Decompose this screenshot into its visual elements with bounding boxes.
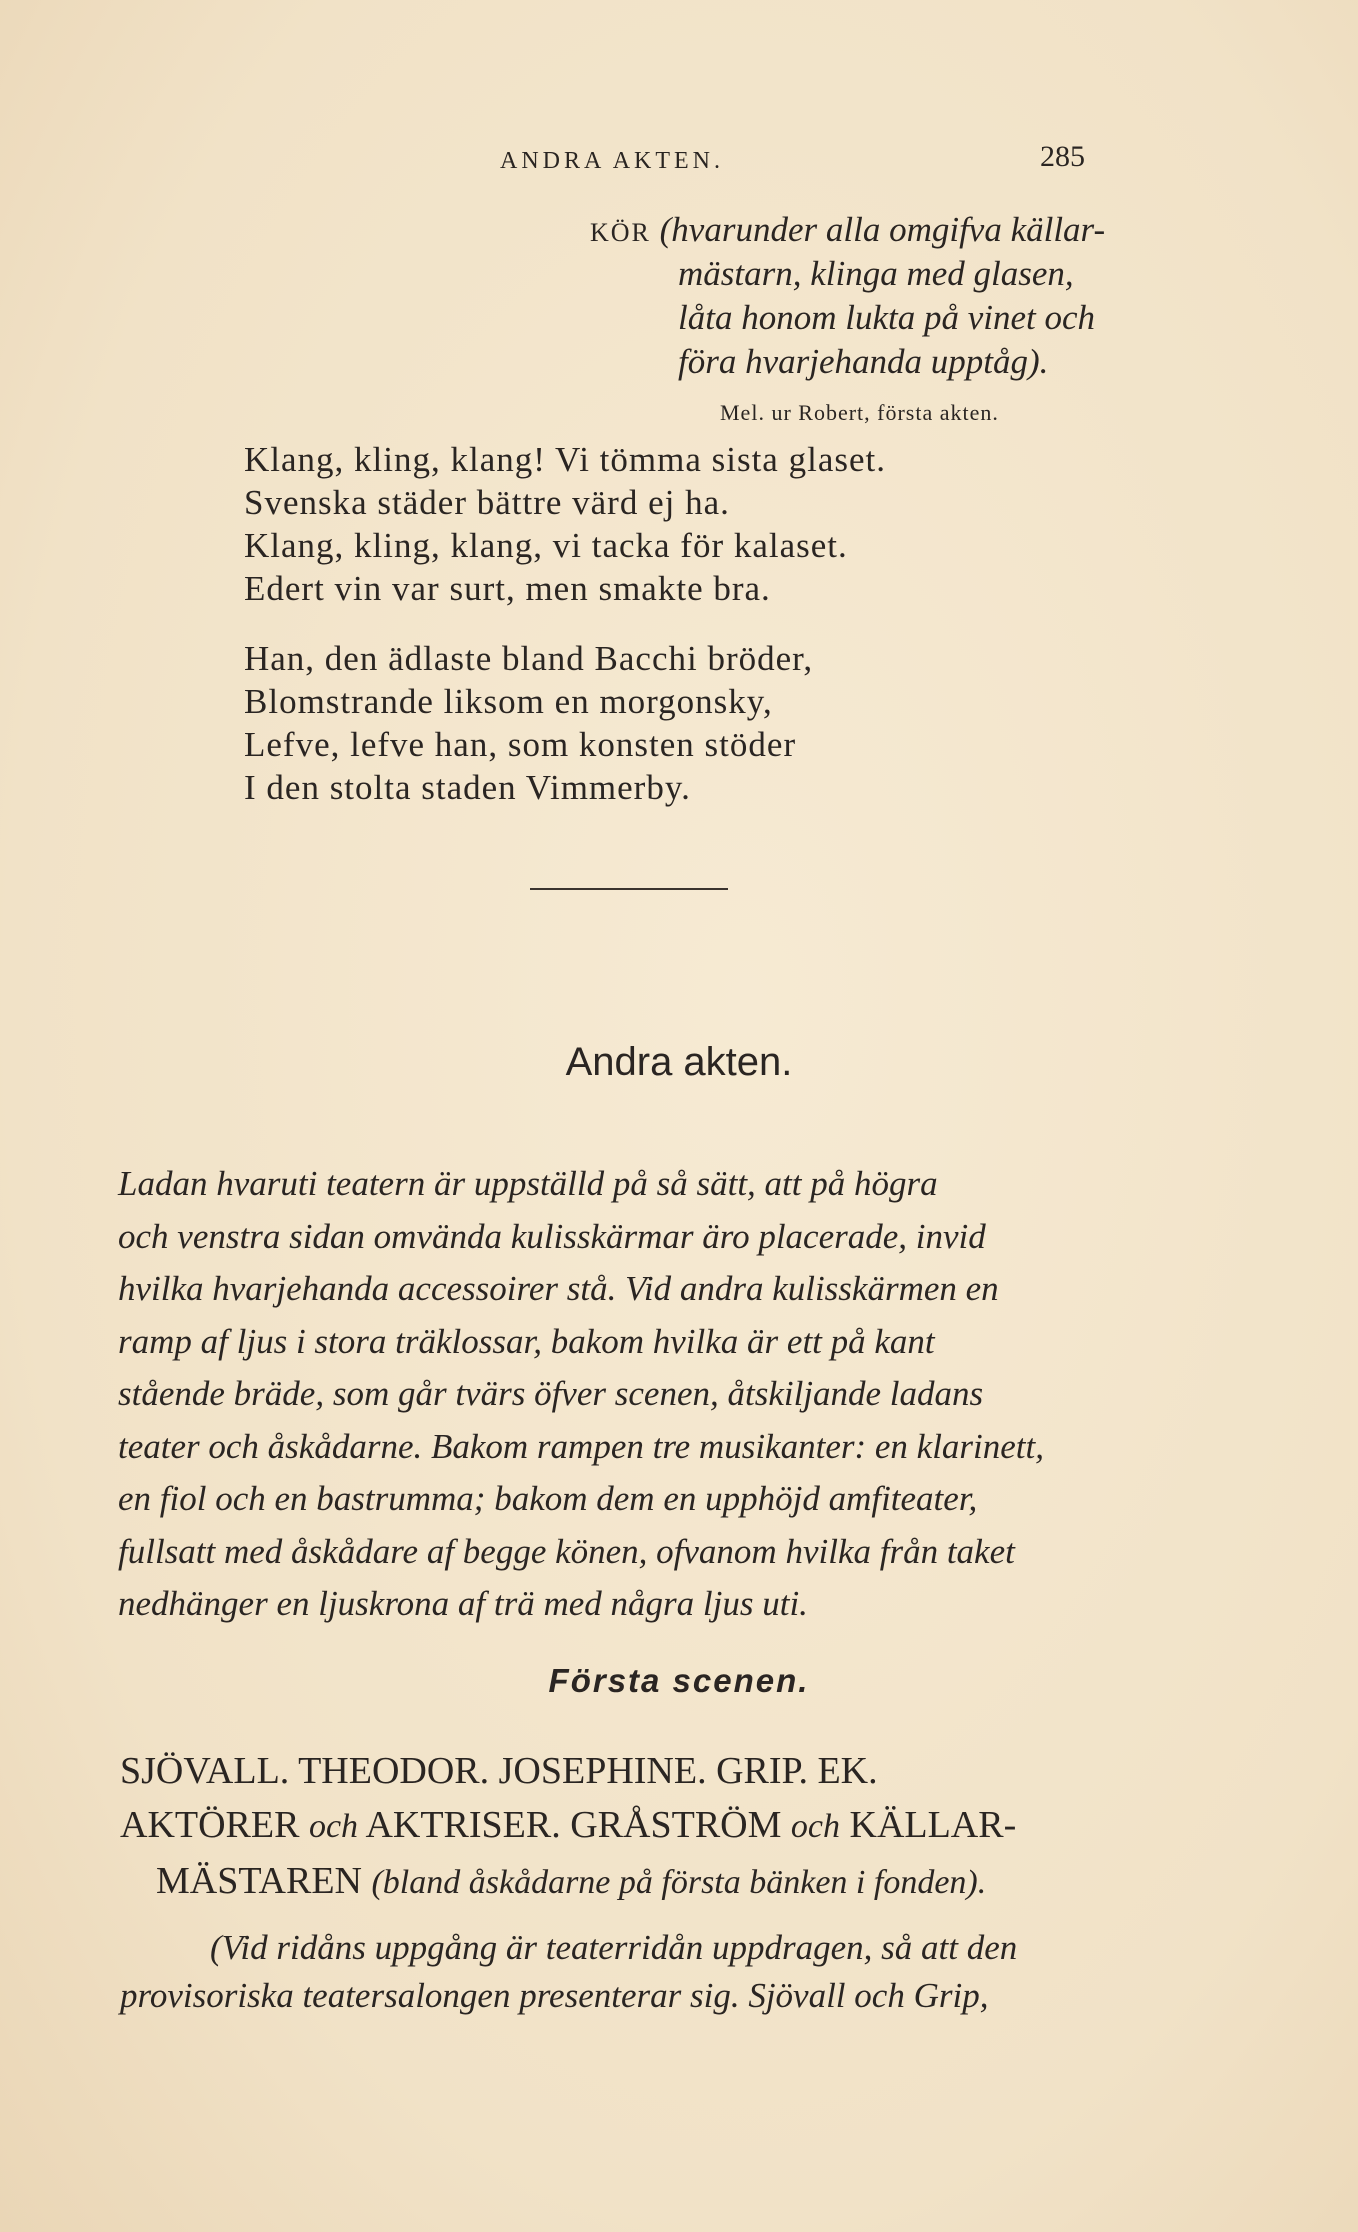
verse-line: Klang, kling, klang! Vi tömma sista glaset. <box>244 440 886 479</box>
verse-line: Klang, kling, klang, vi tacka för kalaset. <box>244 526 848 565</box>
verse-1 <box>244 438 1144 610</box>
verse-line: Edert vin var surt, men smakte bra. <box>244 569 771 608</box>
cast-list <box>120 1744 1220 1910</box>
cast-line <box>120 1798 1220 1854</box>
verse-line: Blomstrande liksom en morgonsky, <box>244 682 773 721</box>
chorus-label: KÖR <box>590 218 651 247</box>
chorus-direction-line: mästarn, klinga med glasen, <box>678 254 1074 293</box>
cast-name: AKTRISER. GRÅSTRÖM <box>365 1804 782 1846</box>
stage-direction <box>120 1924 1220 2020</box>
stage-line: och venstra sidan omvända kulisskärmar äro placerade, invid <box>118 1216 986 1256</box>
stage-line: hvilka hvarjehanda accessoirer stå. Vid andra kulisskärmen en <box>118 1269 999 1308</box>
running-head: ANDRA AKTEN. <box>500 148 725 174</box>
cast-conjunction: och <box>790 1808 840 1845</box>
verse-line: Han, den ädlaste bland Bacchi bröder, <box>244 639 814 678</box>
chorus-direction-first: (hvarunder alla omgifva källar- <box>659 210 1106 249</box>
cast-direction: (bland åskådarne på första bänken i fonden). <box>371 1864 987 1901</box>
stage-line: teater och åskådarne. Bakom rampen tre musikanter: en klarinett, <box>118 1426 1044 1466</box>
cast-conjunction: och <box>308 1808 359 1845</box>
direction-line: (Vid ridåns uppgång är teaterridån uppdragen, så att den <box>210 1928 1018 1967</box>
chorus-direction-line: låta honom lukta på vinet och <box>678 298 1096 337</box>
stage-line: stående bräde, som går tvärs öfver scenen, åtskiljande ladans <box>118 1374 984 1413</box>
melody-note: Mel. ur Robert, första akten. <box>720 400 999 425</box>
verse-line: I den stolta staden Vimmerby. <box>244 768 691 807</box>
cast-name: MÄSTAREN <box>156 1860 362 1902</box>
chorus-heading <box>590 208 1190 255</box>
act-title: Andra akten. <box>565 1040 793 1084</box>
stage-line: nedhänger en ljuskrona af trä med några ljus uti. <box>118 1584 808 1623</box>
cast-name: AKTÖRER <box>120 1804 300 1846</box>
stage-line: fullsatt med åskådare af begge könen, ofvanom hvilka från taket <box>118 1531 1015 1571</box>
verse-line: Svenska städer bättre värd ej ha. <box>244 483 730 522</box>
direction-line: provisoriska teatersalongen presenterar sig. Sjövall och Grip, <box>120 1976 989 2015</box>
cast-line <box>120 1854 1220 1910</box>
stage-line: ramp af ljus i stora träklossar, bakom hvilka är ett på kant <box>118 1321 935 1361</box>
page-number: 285 <box>1040 140 1085 173</box>
scene-title: Första scenen. <box>548 1662 810 1699</box>
section-divider <box>530 888 728 890</box>
stage-description <box>118 1158 1158 1631</box>
cast-line: SJÖVALL. THEODOR. JOSEPHINE. GRIP. EK. <box>120 1750 878 1792</box>
cast-name: KÄLLAR- <box>849 1804 1017 1846</box>
stage-line: en fiol och en bastrumma; bakom dem en upphöjd amfiteater, <box>118 1479 978 1518</box>
stage-line: Ladan hvaruti teatern är uppställd på så sätt, att på högra <box>118 1164 938 1203</box>
verse-2 <box>244 637 1144 809</box>
verse-line: Lefve, lefve han, som konsten stöder <box>244 725 797 764</box>
chorus-direction <box>678 252 1198 384</box>
chorus-direction-line: föra hvarjehanda upptåg). <box>678 342 1049 381</box>
